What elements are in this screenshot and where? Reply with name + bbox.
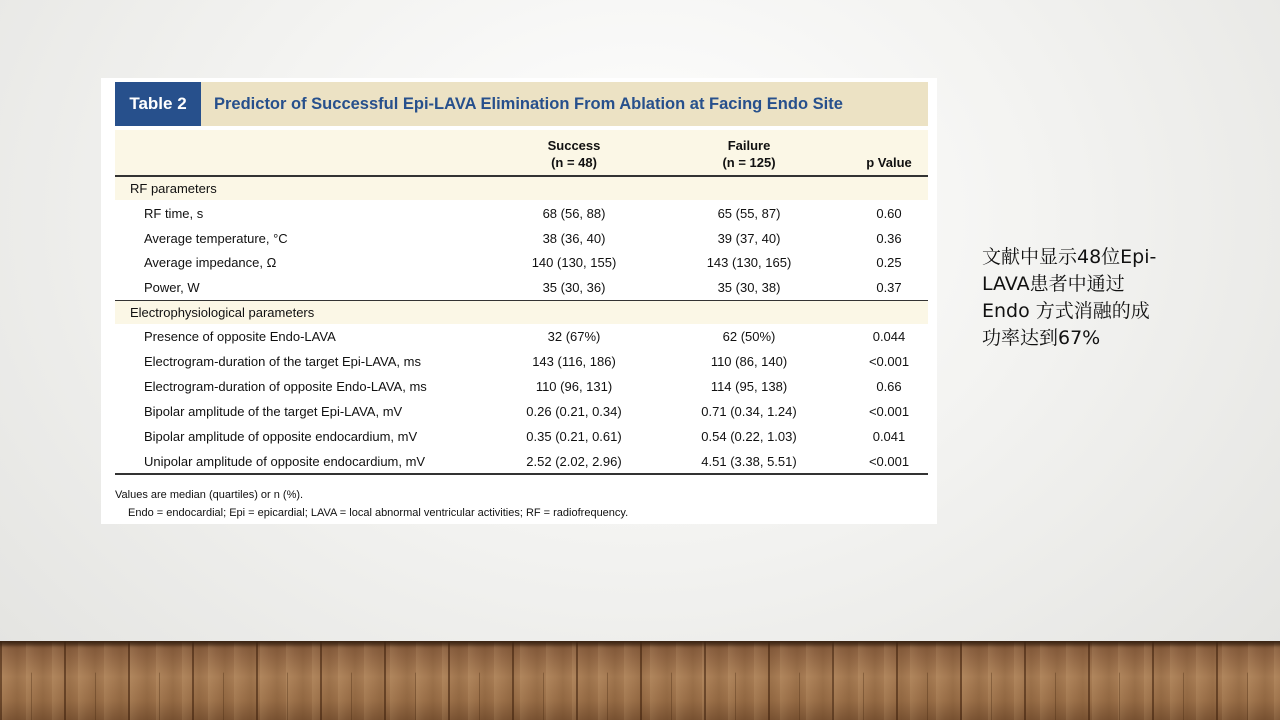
cell-success: 35 (30, 36) [542, 280, 606, 295]
row-label: Electrogram-duration of the target Epi-LAVA, ms [144, 354, 421, 369]
cell-success: 140 (130, 155) [531, 255, 617, 270]
row-label: Power, W [144, 280, 200, 295]
row-label: Bipolar amplitude of opposite endocardium, mV [144, 429, 418, 444]
cell-pvalue: 0.25 [876, 255, 902, 270]
row-label: Unipolar amplitude of opposite endocardium, mV [144, 454, 426, 469]
row-label: Bipolar amplitude of the target Epi-LAVA, mV [144, 404, 403, 419]
cell-success: 0.26 (0.21, 0.34) [526, 404, 622, 419]
cell-pvalue: 0.37 [876, 280, 902, 295]
cell-failure: 0.71 (0.34, 1.24) [701, 404, 797, 419]
section-title: RF parameters [130, 181, 217, 196]
row-label: Presence of opposite Endo-LAVA [144, 329, 336, 344]
side-annotation [982, 244, 1212, 352]
cell-success: 143 (116, 186) [532, 354, 616, 369]
table-label: Table 2 [115, 82, 201, 126]
cell-pvalue: 0.66 [876, 379, 902, 394]
section-band [115, 177, 928, 200]
side-annotation-line: 文献中显示48位Epi- [982, 246, 1157, 268]
cell-failure: 39 (37, 40) [717, 231, 781, 246]
cell-success: 0.35 (0.21, 0.61) [526, 429, 622, 444]
table-title: Predictor of Successful Epi-LAVA Elimination From Ablation at Facing Endo Site [214, 95, 843, 113]
table-image [101, 78, 937, 524]
bottom-rule [115, 473, 928, 475]
cell-pvalue: <0.001 [868, 354, 910, 369]
row-label: Average impedance, Ω [144, 255, 277, 270]
cell-success: 2.52 (2.02, 2.96) [526, 454, 622, 469]
cell-failure: 114 (95, 138) [710, 379, 788, 394]
side-annotation-line: 功率达到67% [982, 327, 1101, 349]
footnote: Endo = endocardial; Epi = epicardial; LAVA = local abnormal ventricular activities; RF = radiofrequency. [128, 507, 629, 519]
cell-failure: 4.51 (3.38, 5.51) [701, 454, 797, 469]
side-annotation-line: LAVA患者中通过 [982, 273, 1125, 295]
column-header-failure: Failure (n = 125) [722, 138, 776, 170]
row-label: Electrogram-duration of opposite Endo-LAVA, ms [144, 379, 427, 394]
cell-failure: 65 (55, 87) [717, 206, 781, 221]
wood-floor-decoration [0, 641, 1280, 720]
column-header-pvalue: p Value [866, 155, 912, 170]
cell-pvalue: <0.001 [868, 404, 910, 419]
cell-success: 32 (67%) [547, 329, 601, 344]
cell-success: 38 (36, 40) [542, 231, 606, 246]
cell-pvalue: 0.60 [876, 206, 902, 221]
cell-pvalue: 0.041 [872, 429, 906, 444]
cell-pvalue: 0.044 [872, 329, 906, 344]
cell-failure: 35 (30, 38) [717, 280, 781, 295]
cell-failure: 110 (86, 140) [710, 354, 788, 369]
cell-pvalue: 0.36 [876, 231, 902, 246]
cell-failure: 0.54 (0.22, 1.03) [701, 429, 797, 444]
footnote: Values are median (quartiles) or n (%). [115, 489, 304, 501]
cell-failure: 143 (130, 165) [706, 255, 792, 270]
cell-success: 110 (96, 131) [535, 379, 613, 394]
section-title: Electrophysiological parameters [130, 305, 315, 320]
cell-failure: 62 (50%) [722, 329, 776, 344]
row-label: Average temperature, °C [144, 231, 288, 246]
side-annotation-line: Endo 方式消融的成 [982, 300, 1150, 322]
cell-success: 68 (56, 88) [542, 206, 606, 221]
column-header-success: Success (n = 48) [547, 138, 601, 170]
row-label: RF time, s [144, 206, 204, 221]
cell-pvalue: <0.001 [868, 454, 910, 469]
